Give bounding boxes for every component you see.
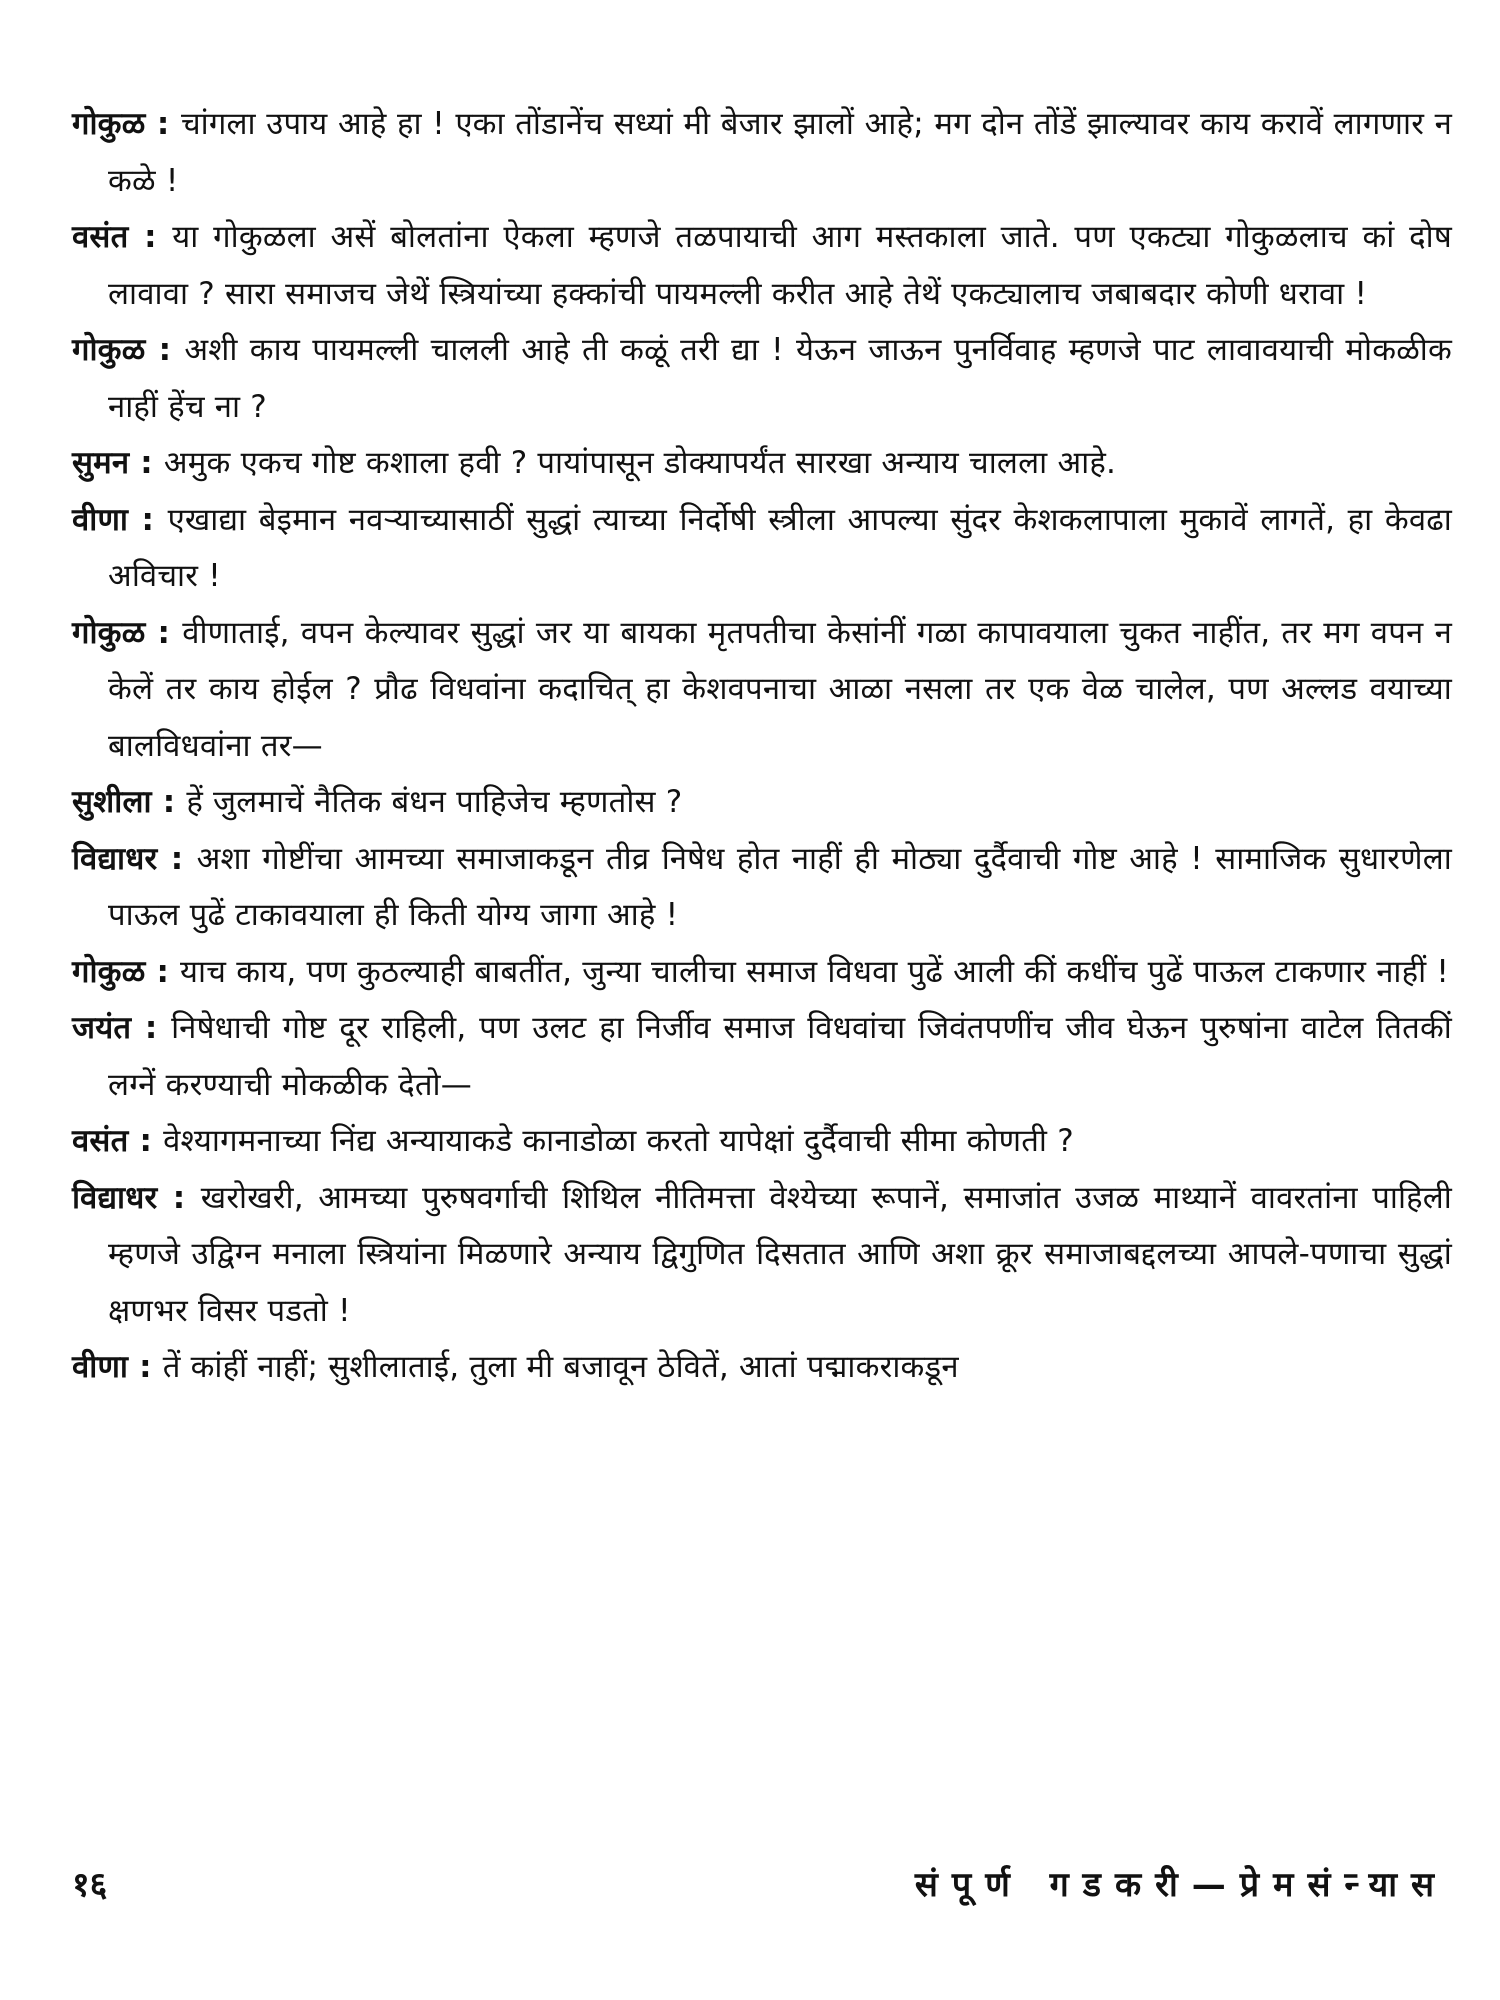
dialogue-line: वसंत : या गोकुळला असें बोलतांना ऐकला म्हणजे तळपायाची आग मस्तकाला जाते. पण एकट्या गोकुळलाच कां दोष लावावा ? सारा समाजच जेथें स्त्रियांच्या हक्कांची पायमल्ली करीत आहे तेथें एकट्यालाच जबाबदार कोणी धरावा ! <box>72 219 1452 312</box>
speech-text: खरोखरी, आमच्या पुरुषवर्गाची शिथिल नीतिमत्ता वेश्येच्या रूपानें, समाजांत उजळ माथ्यानें वावरतांना पाहिली म्हणजे उद्विग्न मनाला स्त्रियांना मिळणारे अन्याय द्विगुणित दिसतात आणि अशा क्रूर समाजाबद्दलच्या आपले-पणाचा सुद्धां क्षणभर विसर पडतो ! <box>108 1179 1452 1329</box>
dialogue-line: वीणा : तें कांहीं नाहीं; सुशीलाताई, तुला मी बजावून ठेवितें, आतां पद्माकराकडून <box>72 1349 959 1385</box>
running-title: संपूर्ण गडकरी—प्रेमसंन्यास <box>914 1865 1448 1905</box>
speech-text: वीणाताई, वपन केल्यावर सुद्धां जर या बायका मृतपतीचा केसांनीं गळा कापावयाला चुकत नाहींत, तर मग वपन न केलें तर काय होईल ? प्रौढ विधवांना कदाचित् हा केशवपनाचा आळा नसला तर एक वेळ चालेल, पण अल्लड वयाच्या बालविधवांना तर— <box>108 614 1452 764</box>
speaker-name: वसंत <box>72 1123 129 1159</box>
speaker-name: गोकुळ <box>72 614 146 651</box>
dialogue-line: वसंत : वेश्यागमनाच्या निंद्य अन्यायाकडे कानाडोळा करतो यापेक्षां दुर्दैवाची सीमा कोणती ? <box>72 1123 1074 1159</box>
page-footer <box>72 1860 1448 1906</box>
speaker-name: गोकुळ <box>72 332 146 368</box>
page-number: १६ <box>72 1865 108 1905</box>
speaker-name: विद्याधर <box>72 840 158 877</box>
speech-text: हें जुलमाचें नैतिक बंधन पाहिजेच म्हणतोस ? <box>186 784 683 820</box>
dialogue-body <box>72 96 1452 1396</box>
speaker-name: सुमन <box>72 445 130 481</box>
speaker-name: सुशीला <box>72 784 152 820</box>
speech-text: निषेधाची गोष्ट दूर राहिली, पण उलट हा निर्जीव समाज विधवांचा जिवंतपणींच जीव घेऊन पुरुषांना वाटेल तितकीं लग्नें करण्याची मोकळीक देतो— <box>108 1010 1452 1103</box>
dialogue-line: सुमन : अमुक एकच गोष्ट कशाला हवी ? पायांपासून डोक्यापर्यंत सारखा अन्याय चालला आहे. <box>72 445 1117 481</box>
speaker-name: वीणा <box>72 1349 129 1385</box>
speech-text: वेश्यागमनाच्या निंद्य अन्यायाकडे कानाडोळा करतो यापेक्षां दुर्दैवाची सीमा कोणती ? <box>163 1123 1074 1159</box>
speech-text: तें कांहीं नाहीं; सुशीलाताई, तुला मी बजावून ठेवितें, आतां पद्माकराकडून <box>162 1349 959 1385</box>
speaker-name: वीणा <box>72 501 129 538</box>
dialogue-line: विद्याधर : खरोखरी, आमच्या पुरुषवर्गाची शिथिल नीतिमत्ता वेश्येच्या रूपानें, समाजांत उजळ माथ्यानें वावरतांना पाहिली म्हणजे उद्विग्न मनाला स्त्रियांना मिळणारे अन्याय द्विगुणित दिसतात आणि अशा क्रूर समाजाबद्दलच्या आपले-पणाचा सुद्धां क्षणभर विसर पडतो ! <box>72 1179 1452 1329</box>
dialogue-line: गोकुळ : वीणाताई, वपन केल्यावर सुद्धां जर या बायका मृतपतीचा केसांनीं गळा कापावयाला चुकत नाहींत, तर मग वपन न केलें तर काय होईल ? प्रौढ विधवांना कदाचित् हा केशवपनाचा आळा नसला तर एक वेळ चालेल, पण अल्लड वयाच्या बालविधवांना तर— <box>72 614 1452 764</box>
dialogue-line: जयंत : निषेधाची गोष्ट दूर राहिली, पण उलट हा निर्जीव समाज विधवांचा जिवंतपणींच जीव घेऊन पुरुषांना वाटेल तितकीं लग्नें करण्याची मोकळीक देतो— <box>72 1010 1452 1103</box>
dialogue-line: गोकुळ : अशी काय पायमल्ली चालली आहे ती कळूं तरी द्या ! येऊन जाऊन पुनर्विवाह म्हणजे पाट लावावयाची मोकळीक नाहीं हेंच ना ? <box>72 332 1452 425</box>
dialogue-line: गोकुळ : चांगला उपाय आहे हा ! एका तोंडानेंच सध्यां मी बेजार झालों आहे; मग दोन तोंडें झाल्यावर काय करावें लागणार न कळे ! <box>72 106 1452 199</box>
speech-text: अमुक एकच गोष्ट कशाला हवी ? पायांपासून डोक्यापर्यंत सारखा अन्याय चालला आहे. <box>163 445 1117 481</box>
speech-text: अशी काय पायमल्ली चालली आहे ती कळूं तरी द्या ! येऊन जाऊन पुनर्विवाह म्हणजे पाट लावावयाची मोकळीक नाहीं हेंच ना ? <box>108 332 1452 425</box>
speaker-name: गोकुळ <box>72 953 146 990</box>
dialogue-line: वीणा : एखाद्या बेइमान नवऱ्याच्यासाठीं सुद्धां त्याच्या निर्दोषी स्त्रीला आपल्या सुंदर केशकलापाला मुकावें लागतें, हा केवढा अविचार ! <box>72 501 1452 594</box>
speech-text: एखाद्या बेइमान नवऱ्याच्यासाठीं सुद्धां त्याच्या निर्दोषी स्त्रीला आपल्या सुंदर केशकलापाला मुकावें लागतें, हा केवढा अविचार ! <box>108 501 1452 594</box>
speaker-name: गोकुळ <box>72 106 146 142</box>
dialogue-line: विद्याधर : अशा गोष्टींचा आमच्या समाजाकडून तीव्र निषेध होत नाहीं ही मोठ्या दुर्दैवाची गोष्ट आहे ! सामाजिक सुधारणेला पाऊल पुढें टाकावयाला ही किती योग्य जागा आहे ! <box>72 840 1453 933</box>
speech-text: चांगला उपाय आहे हा ! एका तोंडानेंच सध्यां मी बेजार झालों आहे; मग दोन तोंडें झाल्यावर काय करावें लागणार न कळे ! <box>108 106 1452 199</box>
dialogue-line: सुशीला : हें जुलमाचें नैतिक बंधन पाहिजेच म्हणतोस ? <box>72 784 683 820</box>
speech-text: याच काय, पण कुठल्याही बाबतींत, जुन्या चालीचा समाज विधवा पुढें आली कीं कधींच पुढें पाऊल टाकणार नाहीं ! <box>180 953 1450 990</box>
speech-text: या गोकुळला असें बोलतांना ऐकला म्हणजे तळपायाची आग मस्तकाला जाते. पण एकट्या गोकुळलाच कां दोष लावावा ? सारा समाजच जेथें स्त्रियांच्या हक्कांची पायमल्ली करीत आहे तेथें एकट्यालाच जबाबदार कोणी धरावा ! <box>108 219 1452 312</box>
dialogue-line: गोकुळ : याच काय, पण कुठल्याही बाबतींत, जुन्या चालीचा समाज विधवा पुढें आली कीं कधींच पुढें पाऊल टाकणार नाहीं ! <box>72 953 1450 990</box>
speech-text: अशा गोष्टींचा आमच्या समाजाकडून तीव्र निषेध होत नाहीं ही मोठ्या दुर्दैवाची गोष्ट आहे ! सामाजिक सुधारणेला पाऊल पुढें टाकावयाला ही किती योग्य जागा आहे ! <box>108 840 1453 933</box>
speaker-name: विद्याधर <box>72 1179 158 1216</box>
speaker-name: जयंत <box>72 1010 132 1046</box>
speaker-name: वसंत <box>72 219 129 255</box>
